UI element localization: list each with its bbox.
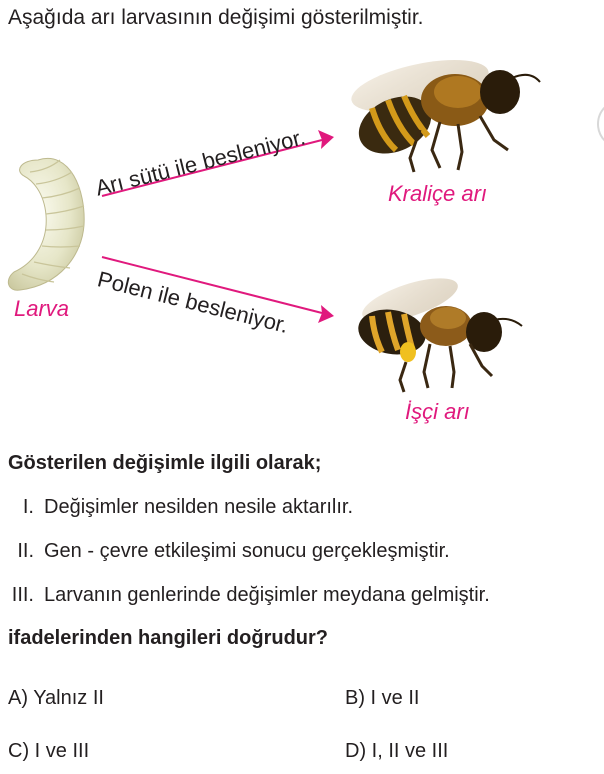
statement-number: II.	[17, 540, 34, 562]
queen-bee-image	[347, 50, 540, 172]
statement-item	[0, 496, 353, 519]
larva-label: Larva	[14, 296, 70, 321]
question-text: ifadelerinden hangileri doğrudur?	[8, 627, 329, 649]
larva-image	[8, 158, 84, 290]
worker-bee-image	[355, 269, 522, 392]
option-a[interactable]: A) Yalnız II	[8, 687, 104, 709]
option-c[interactable]: C) I ve III	[8, 740, 90, 762]
edge-decoration	[598, 100, 604, 148]
queen-label: Kraliçe arı	[388, 181, 488, 206]
statement-number: III.	[11, 584, 34, 606]
arrow-top-text: Arı sütü ile besleniyor.	[92, 124, 308, 201]
statement-item	[0, 584, 490, 607]
statement-text: Değişimler nesilden nesile aktarılır.	[44, 496, 354, 518]
option-d[interactable]: D) I, II ve III	[345, 740, 449, 762]
statement-number: I.	[22, 496, 34, 518]
arrow-bottom-text: Polen ile besleniyor.	[95, 266, 292, 338]
intro-text: Aşağıda arı larvasının değişimi gösterilmiştir.	[8, 6, 424, 29]
option-b[interactable]: B) I ve II	[345, 687, 420, 709]
worker-label: İşçi arı	[405, 399, 470, 424]
statement-text: Larvanın genlerinde değişimler meydana gelmiştir.	[44, 584, 490, 606]
statement-text: Gen - çevre etkileşimi sonucu gerçekleşmiştir.	[44, 540, 450, 562]
statements-lead: Gösterilen değişimle ilgili olarak;	[8, 452, 322, 474]
statement-item	[0, 540, 450, 563]
